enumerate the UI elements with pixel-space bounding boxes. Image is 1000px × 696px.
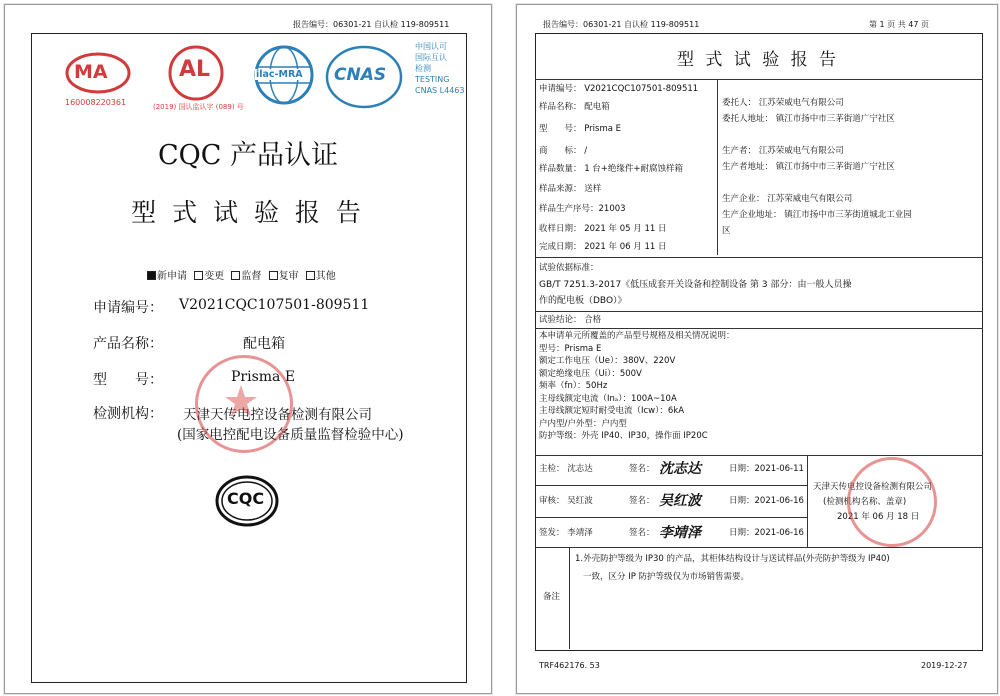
inspector-date: 日期：2021-06-11	[729, 464, 804, 474]
checkbox-supervision[interactable]	[231, 271, 240, 280]
cma-text: MA	[74, 61, 108, 83]
reviewer-name: 审核： 吴红波	[539, 496, 593, 506]
report-number: 报告编号：06301-21 自认检 119-809511	[543, 20, 700, 29]
cnas-side-text	[415, 41, 464, 96]
form-date: 2019-12-27	[921, 661, 968, 670]
spec-line: 主母线额定短时耐受电流（Icw）：6kA	[539, 406, 685, 416]
cal-text: AL	[179, 57, 211, 82]
spec-line: 户内型/户外型：户内型	[539, 418, 627, 429]
sample-serial: 样品生产序号：21003	[539, 204, 626, 214]
test-conclusion: 试验结论： 合格	[539, 315, 602, 325]
model-value: Prisma E	[231, 369, 296, 385]
cnas-side-line: CNAS L4463	[415, 86, 465, 95]
model: 型 号： Prisma E	[539, 124, 622, 134]
column-divider	[807, 455, 808, 547]
divider	[535, 79, 983, 80]
client: 委托人： 江苏荣威电气有限公司	[722, 98, 844, 108]
column-divider	[569, 547, 570, 649]
organization-seal	[847, 457, 937, 547]
checkbox-change-label: 变更	[204, 271, 225, 282]
client-address: 委托人地址： 镇江市扬中市三茅街道广宁社区	[722, 114, 895, 124]
checkbox-other[interactable]	[306, 271, 315, 280]
type-test-report-page	[516, 4, 998, 694]
test-organization-subname: (国家电控配电设备质量监督检验中心)	[177, 427, 404, 443]
stamp-caption: (检测机构名称、盖章)	[823, 497, 907, 507]
application-type-checkboxes	[143, 267, 336, 282]
report-title: 型 式 试 验 报 告	[676, 50, 840, 70]
cover-subtitle: 型 式 试 验 报 告	[131, 198, 365, 227]
remarks-line: 1.外壳防护等级为 IP30 的产品，其柜体结构设计与送试样品(外壳防护等级为 IP40)	[575, 554, 890, 564]
spec-line: 主母线额定电流（Inₐ）：100A~10A	[539, 393, 677, 404]
received-date: 收样日期： 2021 年 05 月 11 日	[539, 224, 667, 234]
checkbox-change[interactable]	[194, 271, 203, 280]
checkbox-review-label: 复审	[278, 271, 299, 282]
spec-line: 型号：Prisma E	[539, 343, 602, 354]
spec-line: 频率（fn）：50Hz	[539, 381, 608, 391]
sample-name: 样品名称： 配电箱	[539, 102, 610, 112]
reviewer-date: 日期：2021-06-16	[729, 496, 804, 506]
model-label: 型 号：	[93, 372, 163, 388]
ilac-text: ilac-MRA	[256, 69, 303, 80]
remarks-line: 一致，区分 IP 防护等级仅为市场销售需要。	[583, 572, 750, 582]
sample-source: 样品来源： 送样	[539, 184, 602, 194]
organization-seal	[195, 355, 296, 453]
page-info: 第 1 页 共 47 页	[869, 20, 929, 29]
divider	[535, 257, 983, 258]
application-number: 申请编号： V2021CQC107501-809511	[539, 84, 699, 94]
inspector-signature: 沈志达	[659, 461, 701, 477]
divider	[535, 455, 983, 456]
issuer-signature: 李靖泽	[659, 525, 701, 541]
inspector-signature-label: 签名：	[629, 464, 655, 474]
column-divider	[717, 79, 718, 255]
checkbox-new[interactable]	[147, 271, 156, 280]
inspector-name: 主检： 沈志达	[539, 464, 593, 474]
completed-date: 完成日期： 2021 年 06 月 11 日	[539, 242, 667, 252]
factory-address-cont: 区	[722, 226, 731, 236]
application-number-value: V2021CQC107501-809511	[179, 297, 370, 313]
sample-quantity: 样品数量： 1 台+绝缘件+耐腐蚀样箱	[539, 164, 684, 174]
test-basis-standard: GB/T 7251.3-2017《低压成套开关设备和控制设备 第 3 部分：由一般人员操	[539, 280, 852, 290]
product-spec-list	[539, 330, 735, 443]
application-number-label: 申请编号：	[93, 300, 163, 316]
issuer-name: 签发： 李靖泽	[539, 528, 593, 538]
checkbox-supervision-label: 监督	[241, 271, 262, 282]
producer: 生产者： 江苏荣威电气有限公司	[722, 146, 844, 156]
divider	[535, 517, 807, 518]
producer-address: 生产者地址： 镇江市扬中市三茅街道广宁社区	[722, 162, 895, 172]
spec-line: 额定工作电压（Ue）：380V、220V	[539, 356, 676, 366]
checkbox-new-label: 新申请	[157, 271, 187, 282]
cal-logo	[153, 45, 244, 111]
certificate-cover-page	[4, 4, 492, 694]
cnas-side-line: 检测	[415, 64, 431, 73]
cnas-text: CNAS	[334, 65, 387, 85]
divider	[535, 485, 807, 486]
factory: 生产企业： 江苏荣威电气有限公司	[722, 194, 853, 204]
stamp-organization: 天津天传电控设备检测有限公司	[813, 482, 933, 492]
spec-line: 防护等级：外壳 IP40、IP30，操作面 IP20C	[539, 431, 708, 441]
reviewer-signature: 吴红波	[659, 493, 701, 509]
divider	[535, 311, 983, 312]
divider	[535, 328, 983, 329]
factory-address: 生产企业地址： 镇江市扬中市三茅街道城北工业园	[722, 210, 912, 220]
cnas-side-line: TESTING	[415, 75, 450, 84]
cover-title: CQC 产品认证	[157, 140, 339, 171]
remarks-label: 备注	[543, 592, 561, 602]
divider	[535, 547, 983, 548]
cnas-logo	[325, 45, 403, 109]
test-organization-value: 天津天传电控设备检测有限公司	[183, 407, 372, 423]
ilac-mra-logo	[251, 45, 317, 105]
checkbox-other-label: 其他	[315, 271, 336, 282]
product-name-label: 产品名称：	[93, 336, 163, 352]
reviewer-signature-label: 签名：	[629, 496, 655, 506]
form-number: TRF462176. 53	[539, 661, 600, 670]
brand: 商 标： /	[539, 146, 588, 156]
cma-number: 160008220361	[65, 98, 127, 107]
checkbox-review[interactable]	[269, 271, 278, 280]
seal-star-icon	[195, 355, 287, 447]
spec-line: 额定绝缘电压（Ui）：500V	[539, 368, 642, 379]
cqc-mark-logo	[215, 475, 279, 527]
issuer-signature-label: 签名：	[629, 528, 655, 538]
test-basis-label: 试验依据标准：	[539, 263, 599, 273]
issuer-date: 日期：2021-06-16	[729, 528, 804, 538]
cnas-side-line: 国际互认	[415, 53, 447, 62]
cma-logo	[63, 49, 133, 109]
spec-line: 本申请单元所覆盖的产品型号规格及相关情况说明：	[539, 331, 735, 341]
cnas-side-line: 中国认可	[415, 42, 447, 51]
product-name-value: 配电箱	[243, 336, 285, 352]
stamp-date: 2021 年 06 月 18 日	[837, 512, 920, 522]
test-organization-label: 检测机构：	[93, 406, 163, 422]
test-basis-standard-cont: 作的配电板（DBO）》	[539, 296, 627, 306]
report-number: 报告编号：06301-21 自认检 119-809511	[293, 20, 450, 29]
cal-caption: (2019) 国认监认字 (089) 号	[153, 103, 244, 111]
cqc-mark-text: CQC	[227, 489, 265, 508]
